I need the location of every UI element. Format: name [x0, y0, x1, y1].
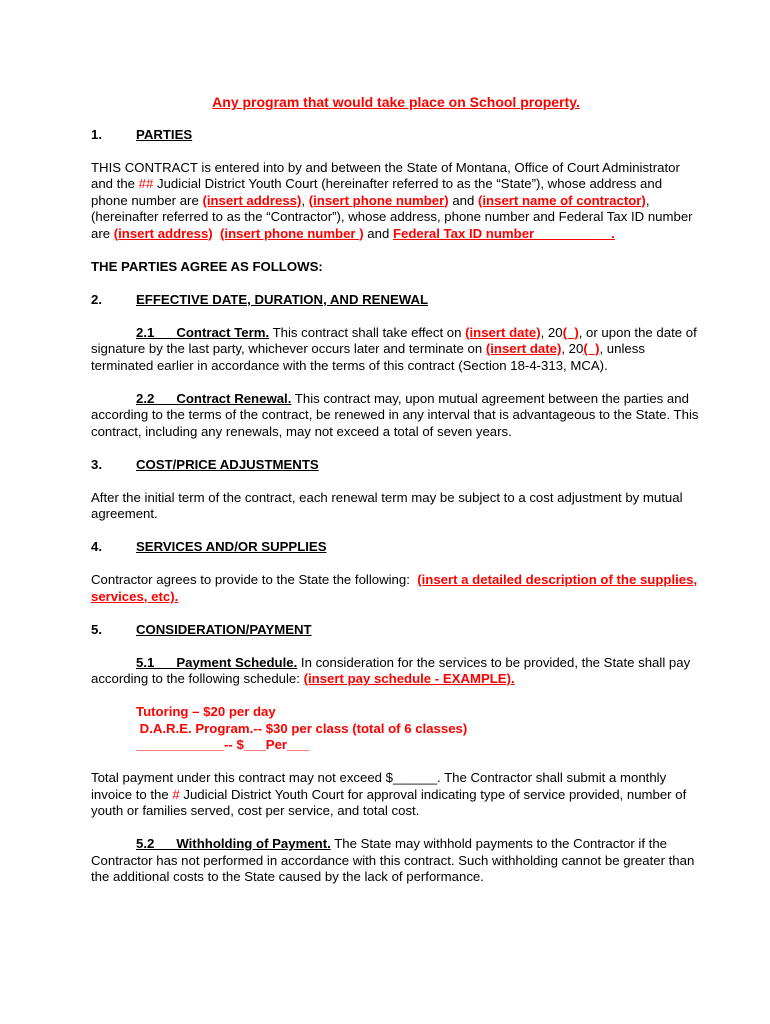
total-text-1: Total payment under this contract may not exceed $______. The Contractor shall submit a monthly invoice to the — [91, 770, 667, 802]
section-1-number: 1. — [91, 126, 102, 142]
withholding-paragraph — [91, 836, 701, 886]
end-year-placeholder: ( ) — [583, 341, 600, 356]
parties-text-6 — [213, 226, 220, 241]
section-4-heading — [91, 539, 701, 556]
term-text-4: , 20 — [561, 341, 584, 356]
withholding-label: 5.2 Withholding of Payment. — [136, 836, 331, 851]
schedule-line-dare: D.A.R.E. Program.-- $30 per class (total of 6 classes) — [136, 720, 468, 736]
contract-term-label: 2.1 Contract Term. — [136, 324, 270, 340]
services-description-placeholder: (insert a detailed description of the supplies, services, etc). — [91, 572, 698, 604]
section-5-heading — [91, 622, 701, 639]
section-3-heading — [91, 457, 701, 474]
district-number-placeholder: # — [172, 786, 180, 802]
payment-schedule-text: In consideration for the services to be provided, the State shall pay according to the following schedule: — [91, 654, 691, 686]
section-3-title: COST/PRICE ADJUSTMENTS — [136, 456, 319, 472]
district-placeholder: ## — [138, 176, 154, 191]
total-payment-paragraph — [91, 770, 701, 820]
parties-text-1: THIS CONTRACT is entered into by and between the State of Montana, Office of Court Administrator and the — [91, 159, 680, 191]
total-text-2: Judicial District Youth Court for approval indicating type of service provided, number of youth or families served, cost per service, and total cost. — [91, 786, 687, 818]
state-address-placeholder: (insert address) — [202, 192, 302, 208]
parties-text-2: Judicial District Youth Court (hereinafter referred to as the “State”), whose address and phone number are — [91, 176, 663, 208]
section-1-title: PARTIES — [136, 126, 193, 142]
section-2-number: 2. — [91, 291, 102, 307]
payment-schedule-paragraph — [91, 655, 701, 688]
schedule-line-tutoring: Tutoring – $20 per day — [136, 704, 276, 719]
start-year-placeholder: ( ) — [562, 324, 579, 340]
contractor-name-placeholder: (insert name of contractor) — [478, 192, 646, 208]
start-date-placeholder: (insert date) — [465, 324, 541, 340]
term-text-5: , unless terminated earlier in accordance with the terms of this contract (Section 18-4-313, MCA). — [91, 341, 645, 373]
parties-text-7: and — [363, 225, 393, 241]
contract-renewal-paragraph — [91, 391, 701, 441]
cost-adjustment-paragraph: After the initial term of the contract, each renewal term may be subject to a cost adjustment by mutual agreement. — [91, 489, 683, 521]
services-paragraph — [91, 572, 701, 605]
pay-schedule-example — [136, 704, 701, 754]
section-2-heading — [91, 292, 701, 309]
section-4-title: SERVICES AND/OR SUPPLIES — [136, 539, 327, 554]
parties-text-4: and — [448, 192, 478, 208]
term-text-1: This contract shall take effect on — [269, 324, 466, 340]
contract-document — [91, 94, 701, 902]
renewal-text: This contract may, upon mutual agreement between the parties and according to the terms of the contract, be renewed in any interval that is advantageous to the State. This contract, including any renewals, may not exceed a total of seven years. — [91, 390, 699, 439]
document-title: Any program that would take place on School property. — [212, 94, 580, 110]
tax-id-placeholder: Federal Tax ID number . — [392, 225, 615, 241]
contractor-address-placeholder: (insert address) — [113, 225, 213, 241]
term-text-3: , or upon the date of signature by the last party, whichever occurs later and terminate on — [91, 324, 697, 356]
parties-text-5: , (hereinafter referred to as the “Contractor”), whose address, phone number and Federal Tax ID number are — [91, 192, 693, 241]
contract-renewal-label: 2.2 Contract Renewal. — [136, 390, 292, 406]
parties-agree-heading: THE PARTIES AGREE AS FOLLOWS: — [91, 258, 323, 274]
term-text-2: , 20 — [540, 324, 563, 340]
state-phone-placeholder: (insert phone number) — [308, 192, 449, 208]
section-1-heading — [91, 127, 701, 144]
end-date-placeholder: (insert date) — [485, 341, 562, 356]
withholding-text: The State may withhold payments to the Contractor if the Contractor has not performed in accordance with this contract. Such withholding cannot be greater than the additional costs to the State caused by the lack of performance. — [91, 836, 695, 884]
section-3-number: 3. — [91, 456, 102, 472]
parties-paragraph — [91, 160, 701, 243]
section-4-number: 4. — [91, 539, 102, 554]
parties-text-3: , — [301, 192, 309, 208]
services-text: Contractor agrees to provide to the State the following: — [91, 572, 418, 587]
contract-term-paragraph — [91, 325, 701, 375]
payment-schedule-label: 5.1 Payment Schedule. — [136, 654, 298, 670]
section-5-title: CONSIDERATION/PAYMENT — [136, 621, 312, 637]
section-5-number: 5. — [91, 621, 102, 637]
contractor-phone-placeholder: (insert phone number ) — [220, 225, 364, 241]
pay-schedule-placeholder: (insert pay schedule - EXAMPLE). — [303, 671, 515, 686]
section-2-title: EFFECTIVE DATE, DURATION, AND RENEWAL — [136, 291, 429, 307]
schedule-line-blank: ____________-- $___Per___ — [136, 737, 310, 752]
